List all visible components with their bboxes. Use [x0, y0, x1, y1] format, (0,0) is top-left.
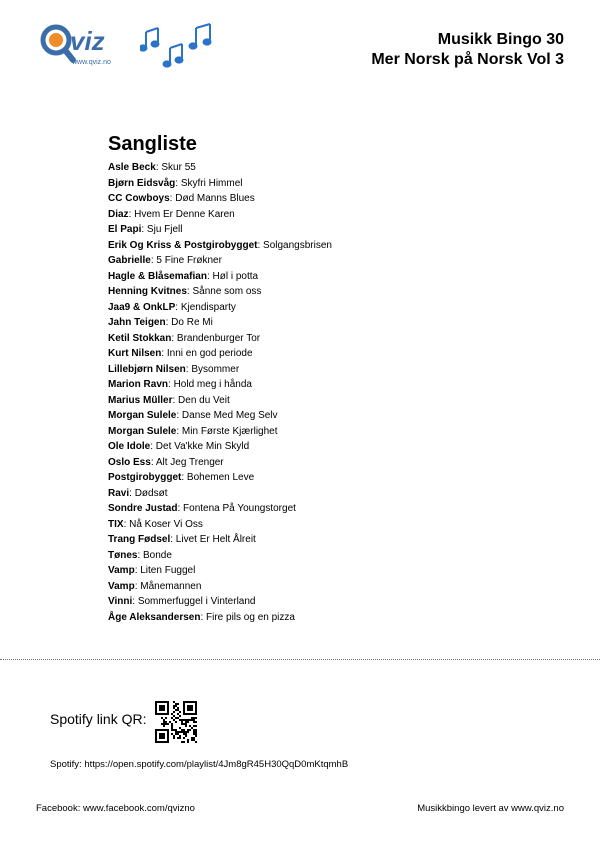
- song-row: Asle Beck: Skur 55: [108, 162, 196, 173]
- song-artist: Vamp: [108, 565, 135, 576]
- song-title: Månemannen: [140, 580, 202, 592]
- song-artist: Diaz: [108, 208, 129, 220]
- song-title: Solgangsbrisen: [263, 239, 332, 251]
- song-row: Diaz: Hvem Er Denne Karen: [108, 208, 235, 220]
- song-row: Vamp: Liten Fuggel: [108, 565, 196, 576]
- song-list-title: Sangliste: [108, 133, 197, 155]
- song-row: Ravi: Dødsøt: [108, 487, 168, 499]
- song-artist: Åge Aleksandersen: [108, 611, 201, 623]
- song-artist: Marion Ravn: [108, 379, 169, 390]
- song-title: Min Første Kjærlighet: [181, 425, 278, 437]
- spotify-qr-code[interactable]: [155, 701, 197, 743]
- song-title: Sommerfuggel i Vinterland: [137, 596, 256, 607]
- song-artist: Ketil Stokkan: [108, 332, 172, 344]
- song-artist: Henning Kvitnes: [108, 286, 187, 297]
- song-row: Trang Fødsel: Livet Er Helt Ålreit: [108, 534, 256, 545]
- song-title: Bonde: [143, 549, 172, 561]
- spotify-url[interactable]: Spotify: https://open.spotify.com/playlist/4Jm8gR45H30QqD0mKtqmhB: [50, 759, 349, 770]
- song-title: Høl i potta: [212, 270, 259, 282]
- logo-url: www.qviz.no: [72, 59, 111, 66]
- song-artist: CC Cowboys: [108, 193, 170, 204]
- song-title: Brandenburger Tor: [176, 332, 261, 344]
- song-artist: Jahn Teigen: [108, 317, 166, 328]
- song-artist: Ravi: [108, 487, 130, 499]
- song-artist: Hagle & Blåsemafian: [108, 270, 207, 282]
- song-row: Vinni: Sommerfuggel i Vinterland: [108, 596, 256, 607]
- song-title: Kjendisparty: [180, 301, 236, 313]
- song-row: Ketil Stokkan: Brandenburger Tor: [108, 332, 261, 344]
- song-row: Henning Kvitnes: Sånne som oss: [108, 286, 262, 297]
- song-row: Tønes: Bonde: [108, 549, 172, 561]
- song-row: Åge Aleksandersen: Fire pils og en pizza: [108, 611, 295, 623]
- song-row: Hagle & Blåsemafian: Høl i potta: [108, 270, 259, 282]
- song-artist: Bjørn Eidsvåg: [108, 177, 176, 189]
- song-row: Postgirobygget: Bohemen Leve: [108, 472, 255, 483]
- song-title: Sånne som oss: [192, 286, 262, 297]
- song-row: CC Cowboys: Død Manns Blues: [108, 193, 255, 204]
- song-title: Dødsøt: [134, 487, 168, 499]
- song-row: Oslo Ess: Alt Jeg Trenger: [108, 456, 224, 468]
- song-title: Bysommer: [191, 363, 240, 375]
- song-artist: Morgan Sulele: [108, 410, 177, 421]
- song-row: Ole Idole: Det Va'kke Min Skyld: [108, 441, 250, 452]
- song-artist: El Papi: [108, 224, 142, 235]
- song-title: Bohemen Leve: [186, 472, 255, 483]
- song-title: Fontena På Youngstorget: [183, 503, 296, 514]
- song-row: Marius Müller: Den du Veit: [108, 394, 230, 406]
- song-row: Bjørn Eidsvåg: Skyfri Himmel: [108, 177, 243, 189]
- song-title: 5 Fine Frøkner: [156, 255, 222, 266]
- song-row: Lillebjørn Nilsen: Bysommer: [108, 363, 240, 375]
- qviz-logo: [38, 20, 128, 74]
- song-artist: Asle Beck: [108, 162, 156, 173]
- song-title: Inni en god periode: [166, 348, 253, 359]
- song-artist: TIX: [108, 518, 124, 530]
- song-title: Do Re Mi: [171, 317, 213, 328]
- song-artist: Postgirobygget: [108, 472, 182, 483]
- song-title: Alt Jeg Trenger: [155, 456, 224, 468]
- song-row: TIX: Nå Koser Vi Oss: [108, 518, 203, 530]
- song-title: Skyfri Himmel: [180, 177, 243, 189]
- song-row: Erik Og Kriss & Postgirobygget: Solgangsbrisen: [108, 239, 332, 251]
- song-artist: Erik Og Kriss & Postgirobygget: [108, 239, 258, 251]
- song-title: Nå Koser Vi Oss: [129, 518, 203, 530]
- bingo-number: Musikk Bingo 30: [437, 31, 564, 48]
- song-title: Sju Fjell: [146, 224, 183, 235]
- bingo-title: [371, 30, 564, 70]
- song-artist: Morgan Sulele: [108, 425, 177, 437]
- song-list-items: [108, 160, 528, 625]
- song-title: Skur 55: [161, 162, 196, 173]
- song-title: Hvem Er Denne Karen: [134, 208, 235, 220]
- song-title: Død Manns Blues: [175, 193, 255, 204]
- spotify-qr-label: Spotify link QR:: [50, 711, 147, 727]
- song-artist: Gabrielle: [108, 255, 151, 266]
- song-artist: Lillebjørn Nilsen: [108, 363, 186, 375]
- song-title: Fire pils og en pizza: [206, 611, 295, 623]
- logo-word: viz: [70, 26, 105, 56]
- song-title: Liten Fuggel: [140, 565, 196, 576]
- footer-facebook[interactable]: Facebook: www.facebook.com/qviznо: [36, 803, 195, 814]
- song-artist: Sondre Justad: [108, 503, 178, 514]
- bingo-subtitle: Mer Norsk på Norsk Vol 3: [371, 51, 564, 68]
- dotted-divider: [0, 659, 600, 660]
- song-artist: Vinni: [108, 596, 133, 607]
- song-row: Kurt Nilsen: Inni en god periode: [108, 348, 253, 359]
- song-row: El Papi: Sju Fjell: [108, 224, 183, 235]
- song-artist: Tønes: [108, 549, 138, 561]
- song-row: Jaa9 & OnkLP: Kjendisparty: [108, 301, 236, 313]
- qr-code-icon: [155, 701, 197, 743]
- song-row: Morgan Sulele: Min Første Kjærlighet: [108, 425, 278, 437]
- song-title: Danse Med Meg Selv: [181, 410, 278, 421]
- song-artist: Ole Idole: [108, 441, 151, 452]
- song-row: Morgan Sulele: Danse Med Meg Selv: [108, 410, 278, 421]
- song-artist: Trang Fødsel: [108, 534, 171, 545]
- song-row: Sondre Justad: Fontena På Youngstorget: [108, 503, 296, 514]
- song-title: Hold meg i hånda: [173, 379, 252, 390]
- song-row: Vamp: Månemannen: [108, 580, 202, 592]
- song-row: Marion Ravn: Hold meg i hånda: [108, 379, 252, 390]
- song-artist: Oslo Ess: [108, 456, 151, 468]
- footer-credit[interactable]: Musikkbingo levert av www.qviz.no: [417, 803, 564, 814]
- song-artist: Vamp: [108, 580, 135, 592]
- song-artist: Kurt Nilsen: [108, 348, 162, 359]
- song-row: Gabrielle: 5 Fine Frøkner: [108, 255, 222, 266]
- song-artist: Marius Müller: [108, 394, 173, 406]
- music-notes-icon: [140, 18, 220, 72]
- song-title: Livet Er Helt Ålreit: [175, 534, 256, 545]
- song-title: Den du Veit: [178, 394, 230, 406]
- song-list: [108, 132, 528, 625]
- song-artist: Jaa9 & OnkLP: [108, 301, 176, 313]
- song-title: Det Va'kke Min Skyld: [155, 441, 250, 452]
- song-row: Jahn Teigen: Do Re Mi: [108, 317, 213, 328]
- qviz-logo-icon: [38, 20, 128, 74]
